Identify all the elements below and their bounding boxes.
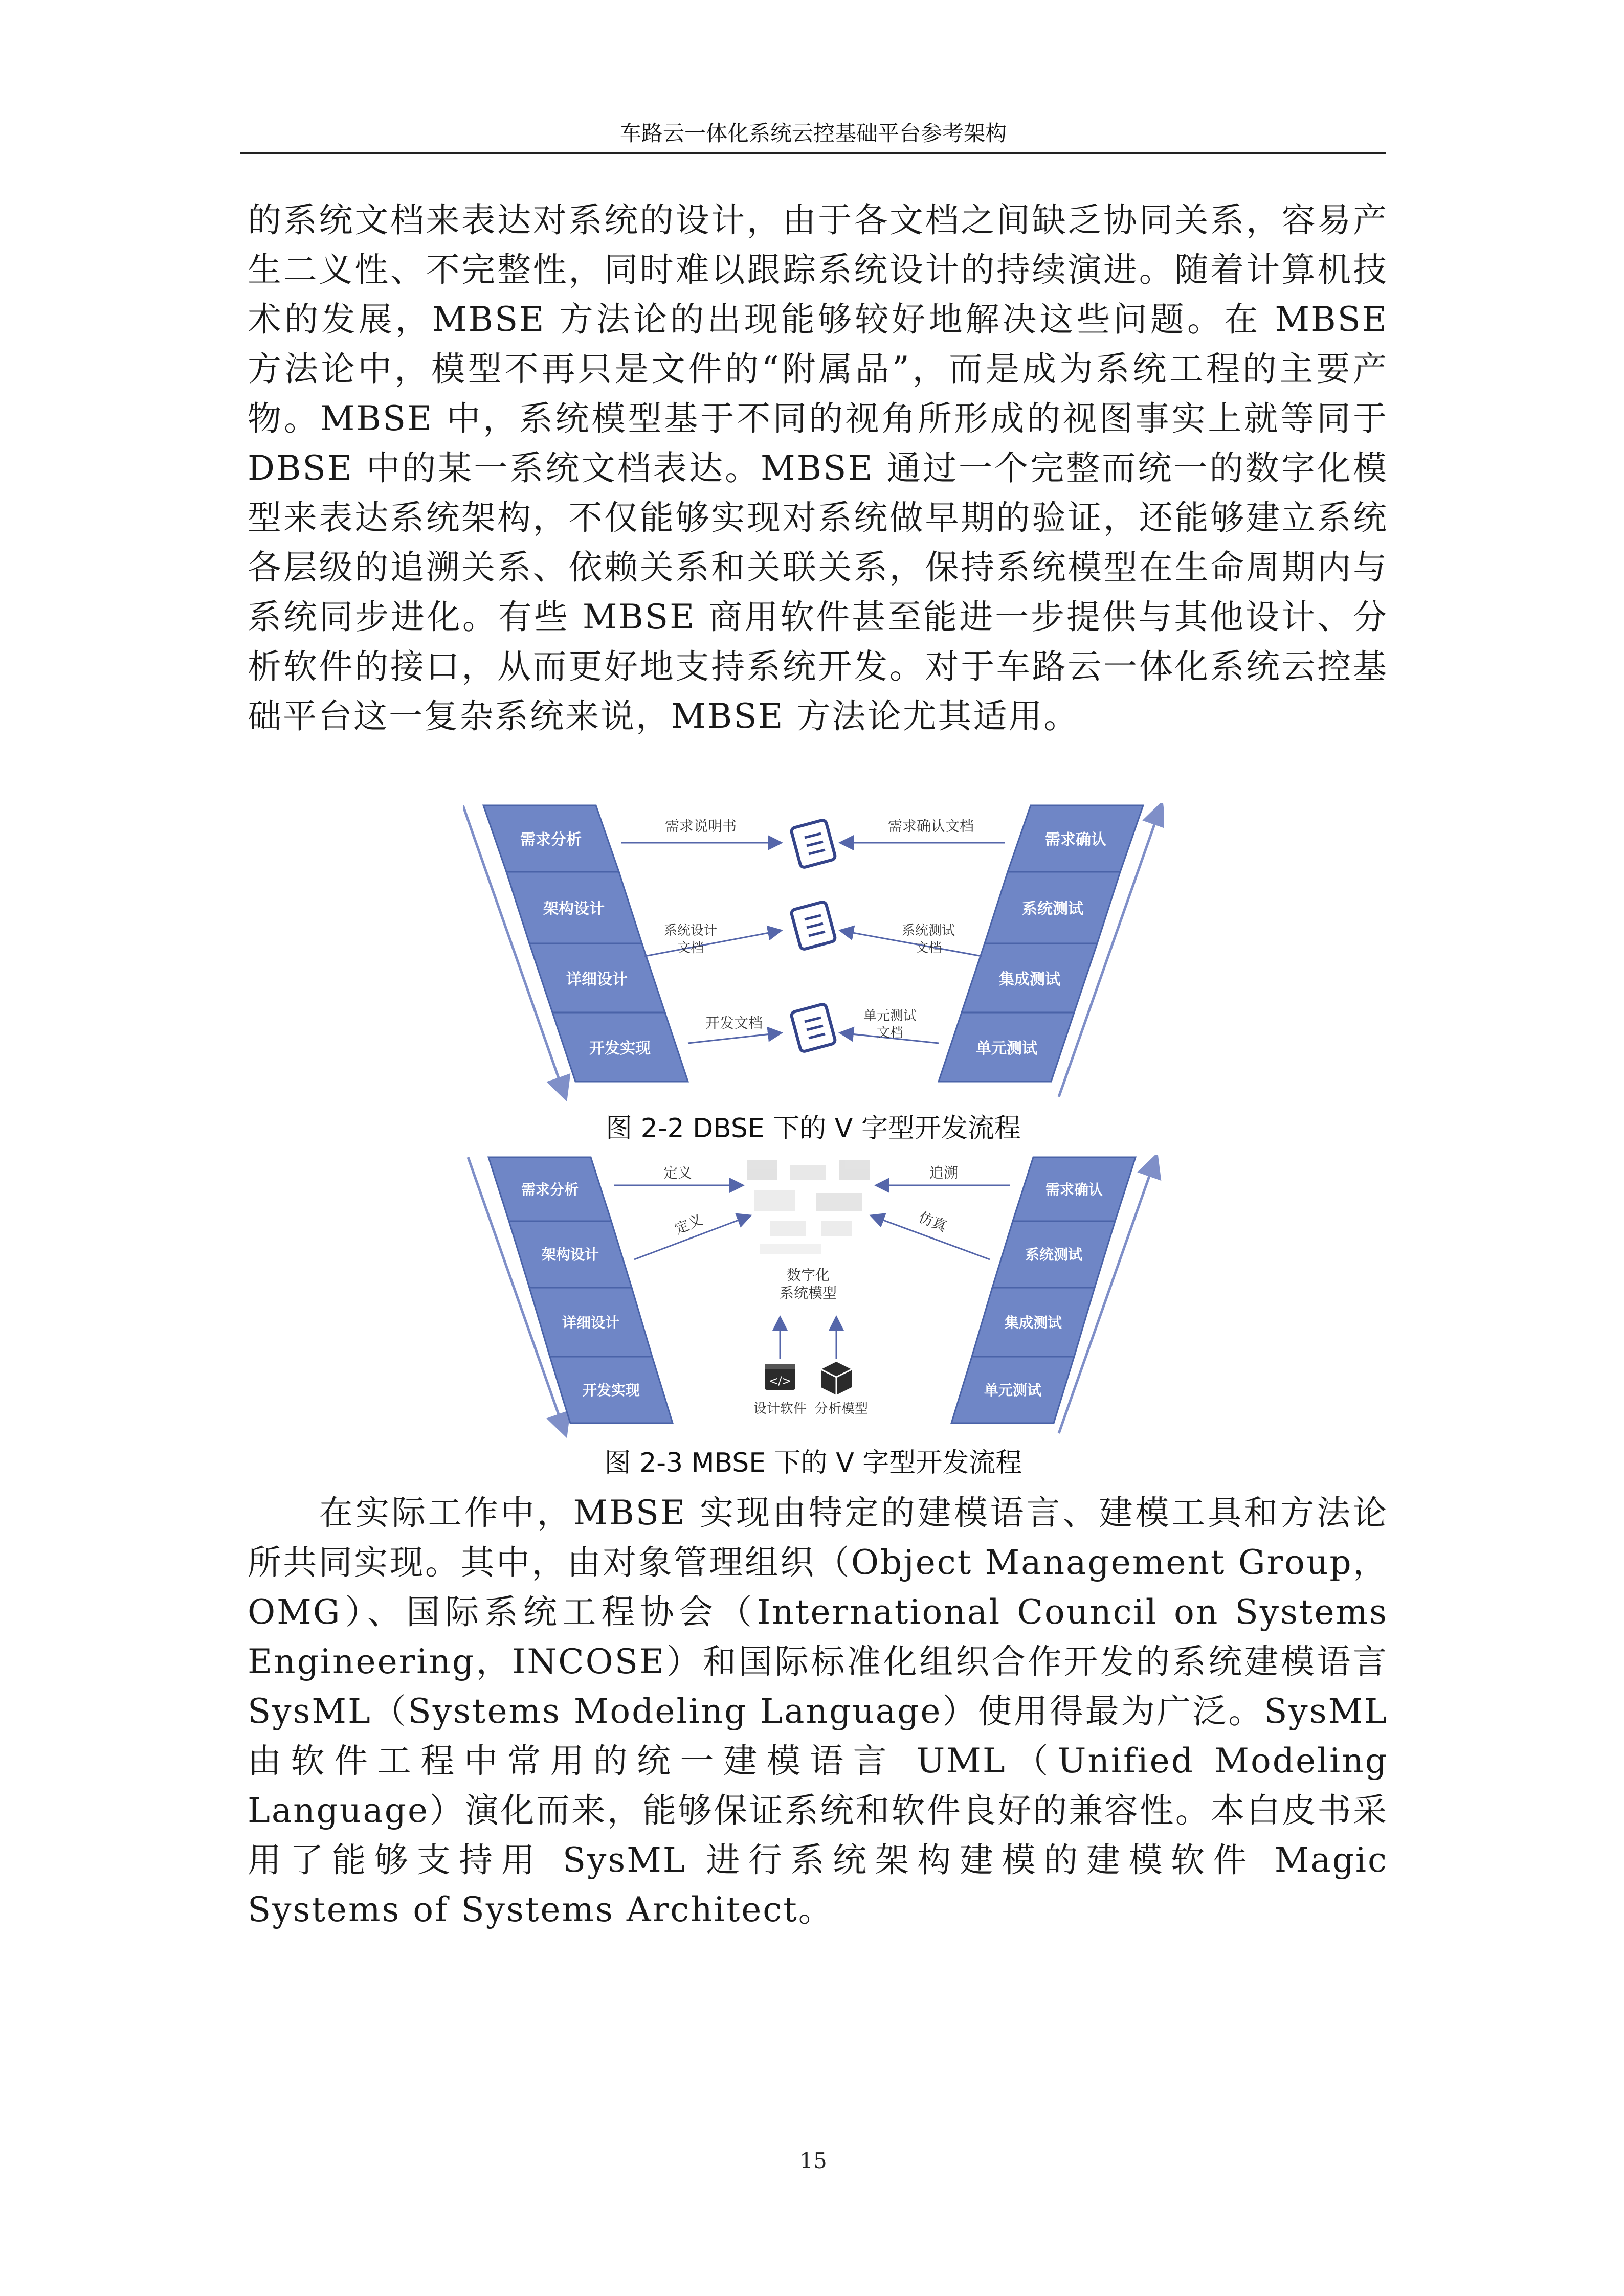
document-icon (791, 1003, 836, 1052)
right-step-2 (985, 872, 1120, 943)
label-unit-test-2: 文档 (876, 1025, 904, 1041)
paragraph-text: 的系统文档来表达对系统的设计，由于各文档之间缺乏协同关系，容易产生二义性、不完整性，同时难以跟踪系统设计的持续演进。随着计算机技术的发展，MBSE 方法论的出现能够较好地解决这些问题。在 MBSE 方法论中，模型不再只是文件的“附属品”，而是成为系统工程的主要产物。MBSE 中，系统模型基于不同的视角所形成的视图事实上就等同于 DBSE 中的某一系统文档表达。MBSE 通过一个完整而统一的数字化模型来表达系统架构，不仅能够实现对系统做早期的验证，还能够建立系统各层级的追溯关系、依赖关系和关联关系，保持系统模型在生命周期内与系统同步进化。有些 MBSE 商用软件甚至能进一步提供与其他设计、分析软件的接口，从而更好地支持系统开发。对于车路云一体化系统云控基础平台这一复杂系统来说，MBSE 方法论尤其适用。 (248, 200, 1388, 736)
code-window-icon (765, 1364, 795, 1390)
svg-text:需求分析: 需求分析 (521, 1181, 579, 1198)
label-dev-doc: 开发文档 (705, 1015, 763, 1031)
paragraph-text: 在实际工作中，MBSE 实现由特定的建模语言、建模工具和方法论所共同实现。其中，由对象管理组织（Object Management Group，OMG）、国际系统工程协会（International Council on Systems Engineering，INCOSE）和国际标准化组织合作开发的系统建模语言 SysML（Systems Modeling Language）使用得最为广泛。SysML 由软件工程中常用的统一建模语言 UML（Unified Modeling Language）演化而来，能够保证系统和软件良好的兼容性。本白皮书采用了能够支持用 SysML 进行系统架构建模的建模软件 Magic Systems of Systems Architect。 (248, 1493, 1388, 1929)
svg-text:开发实现: 开发实现 (582, 1382, 640, 1399)
figure-caption-2-2: 图 2-2 DBSE 下的 V 字型开发流程 (606, 1113, 1021, 1144)
label-define-2: 定义 (672, 1211, 705, 1237)
document-icon (791, 819, 836, 868)
figure-dbse-v-model (463, 803, 1164, 1110)
label-system-design-1: 系统设计 (663, 923, 718, 938)
svg-text:架构设计: 架构设计 (541, 1246, 599, 1263)
right-step-3 (962, 943, 1097, 1012)
svg-text:集成测试: 集成测试 (999, 971, 1060, 988)
right-step-3 (972, 1288, 1095, 1357)
label-analysis-model: 分析模型 (814, 1401, 869, 1416)
left-step-4 (552, 1012, 688, 1082)
cube-icon (821, 1362, 852, 1395)
left-step-1 (483, 805, 619, 872)
right-step-2 (992, 1221, 1115, 1288)
svg-text:开发实现: 开发实现 (589, 1040, 651, 1057)
svg-text:需求确认: 需求确认 (1045, 831, 1106, 849)
left-step-2 (509, 1221, 632, 1288)
body-paragraph-2 (248, 1488, 1388, 1934)
document-icon (791, 901, 836, 950)
digital-model-image (747, 1160, 870, 1254)
label-trace: 追溯 (929, 1164, 959, 1181)
figure-caption-2-3: 图 2-3 MBSE 下的 V 字型开发流程 (604, 1448, 1022, 1478)
right-step-4 (951, 1357, 1074, 1423)
label-system-test-2: 文档 (915, 940, 942, 956)
svg-text:详细设计: 详细设计 (562, 1314, 620, 1331)
label-model-line-2: 系统模型 (779, 1285, 837, 1301)
svg-text:需求分析: 需求分析 (520, 831, 582, 849)
label-unit-test-1: 单元测试 (863, 1008, 917, 1024)
svg-text:系统测试: 系统测试 (1025, 1246, 1083, 1263)
label-requirement-confirm-doc: 需求确认文档 (887, 818, 974, 835)
svg-text:详细设计: 详细设计 (566, 971, 628, 988)
right-step-1 (1013, 1157, 1136, 1221)
svg-text:单元测试: 单元测试 (976, 1040, 1037, 1057)
svg-text:需求确认: 需求确认 (1045, 1181, 1103, 1198)
label-define-1: 定义 (663, 1164, 693, 1181)
label-model-line-1: 数字化 (786, 1267, 830, 1284)
svg-text:架构设计: 架构设计 (543, 900, 605, 918)
label-system-design-2: 文档 (677, 940, 704, 956)
svg-text:系统测试: 系统测试 (1022, 900, 1083, 918)
svg-text:集成测试: 集成测试 (1004, 1314, 1062, 1331)
running-header: 车路云一体化系统云控基础平台参考架构 (240, 117, 1386, 154)
svg-text:</>: </> (768, 1375, 792, 1388)
label-system-test-1: 系统测试 (901, 923, 955, 938)
svg-text:单元测试: 单元测试 (984, 1382, 1042, 1399)
figure-mbse-v-model (463, 1155, 1164, 1441)
label-requirement-spec: 需求说明书 (664, 818, 737, 835)
label-design-software: 设计软件 (753, 1401, 807, 1416)
left-step-1 (488, 1157, 611, 1221)
right-step-1 (1008, 805, 1143, 872)
page-number: 15 (799, 2148, 827, 2173)
left-step-3 (529, 1288, 652, 1357)
right-step-4 (939, 1012, 1074, 1082)
label-simulate: 仿真 (916, 1208, 949, 1235)
left-step-3 (529, 943, 665, 1012)
left-step-2 (506, 872, 642, 943)
left-step-4 (550, 1357, 673, 1423)
body-paragraph-1 (248, 195, 1388, 741)
